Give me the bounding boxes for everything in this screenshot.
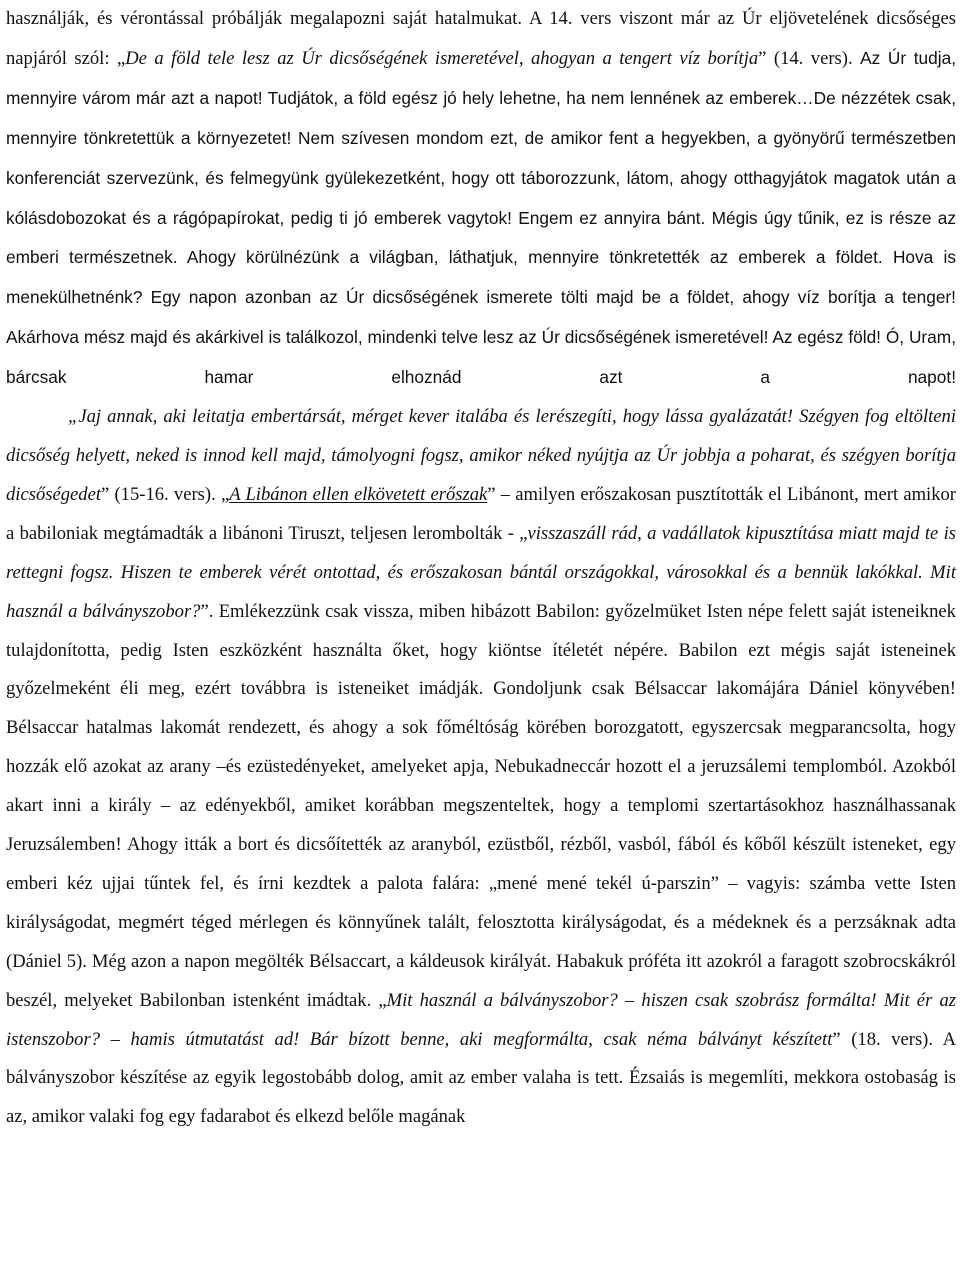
body-text-run: Az Úr tudja, mennyire várom már azt a napot! Tudjátok, a föld egész jó hely lehetne, ha nem lennének az emberek…De nézzétek csak, mennyire tönkretettük a környezetet! Nem szívesen mondom ezt, de amikor fent a hegyekben, a gyönyörű természetben konferenciát szervezünk, és felmegyünk gyülekezetként, hogy ott táborozzunk, látom, ahogy otthagyjátok magatok után a kólásdobozokat és a rágópapírokat, pedig ti jó emberek vagytok! Engem ez annyira bánt. Mégis úgy tűnik, ez is része az emberi természetnek. Ahogy körülnézünk a világban, láthatjuk, mennyire tönkretették az emberek a földet. Hova is menekülhetnénk? Egy napon azonban az Úr dicsőségének ismerete tölti majd be a földet, ahogy víz borítja a tenger! Akárhova mész majd és akárkivel is találkozol, mindenki telve lesz az Úr dicsőségének ismeretével! Az egész föld! Ó, Uram, bárcsak hamar elhoznád azt a napot!: [6, 47, 956, 388]
body-text-run: használják, és vérontással próbálják megalapozni saját hatalmukat. A 14. vers viszont már az Úr eljövetelének dicsőséges napjáról szól: „: [6, 8, 956, 69]
body-text-run: ” (15-16. vers). „: [101, 483, 230, 505]
quoted-scripture-text: A Libánon ellen elkövetett erőszak: [229, 483, 488, 505]
document-body: [6, 0, 956, 1137]
quoted-scripture-text: „Jaj annak, aki leitatja embertársát, mérget kever italába és lerészegíti, hogy lássa gyalázatát! Szégyen fog eltölteni dicsőség helyett, neked is innod kell majd, támolyogni fogsz, amikor néked nyújtja az Úr jobbja a poharat, és szégyen borítja dicsőségedet: [6, 406, 956, 505]
body-text-run: ” (18. vers). A bálványszobor készítése az egyik legostobább dolog, amit az ember valaha is tett. Ézsaiás is megemlíti, mekkora ostobaság is az, amikor valaki fog egy fadarabot és elkezd belőle magának: [6, 1028, 956, 1128]
paragraph-2: [6, 398, 956, 1137]
body-text-run: ”. Emlékezzünk csak vissza, miben hibázott Babilon: győzelmüket Isten népe felett saját isteneiknek tulajdonította, pedig Isten eszközként használta őket, hogy kiöntse ítéletét népére. Babilon ezt mégis saját isteneinek győzelmeként éli meg, ezért továbbra is isteneiket imádják. Gondoljunk csak Bélsaccar lakomájára Dániel könyvében! Bélsaccar hatalmas lakomát rendezett, és ahogy a sok főméltóság körében borozgatott, egyszercsak megparancsolta, hogy hozzák elő azokat az arany –és ezüstedényeket, amelyeket apja, Nebukadneccár hozott el a jeruzsálemi templomból. Azokból akart inni a király – az edényekből, amiket korábban megszenteltek, hogy a templomi szertartásokhoz használhassanak Jeruzsálemben! Ahogy itták a bort és dicsőítették az aranyból, ezüstből, rézből, vasból, fából és kőből készült isteneket, egy emberi kéz ujjai tűntek fel, és írni kezdtek a palota falára: „mené mené tekél ú-parszin” – vagyis: számba vette Isten királyságodat, megmért téged mérlegen és könnyűnek talált, felosztotta királyságodat, és a médeknek és a perzsáknak adta (Dániel 5). Még azon a napon megölték Bélsaccart, a káldeusok királyát. Habakuk próféta itt azokról a faragott szobrocskákról beszél, melyeket Babilonban istenként imádtak. „: [6, 600, 956, 1011]
paragraph-1: [6, 0, 956, 398]
quoted-scripture-text: visszaszáll rád, a vadállatok kipusztítása miatt majd te is rettegni fogsz. Hiszen te emberek vérét ontottad, és erőszakosan bántál országokkal, városokkal és a bennük lakókkal. Mit használ a bálványszobor?: [6, 522, 956, 622]
body-text-run: ” (14. vers).: [758, 47, 861, 69]
quoted-scripture-text: De a föld tele lesz az Úr dicsőségének ismeretével, ahogyan a tengert víz borítja: [125, 47, 759, 69]
quoted-scripture-text: Mit használ a bálványszobor? – hiszen csak szobrász formálta! Mit ér az istenszobor? – hamis útmutatást ad! Bár bízott benne, aki megformálta, csak néma bálványt készített: [6, 989, 956, 1050]
body-text-run: ” – amilyen erőszakosan pusztították el Libánont, mert amikor a babiloniak megtámadták a libánoni Tiruszt, teljesen lerombolták - „: [6, 483, 956, 544]
